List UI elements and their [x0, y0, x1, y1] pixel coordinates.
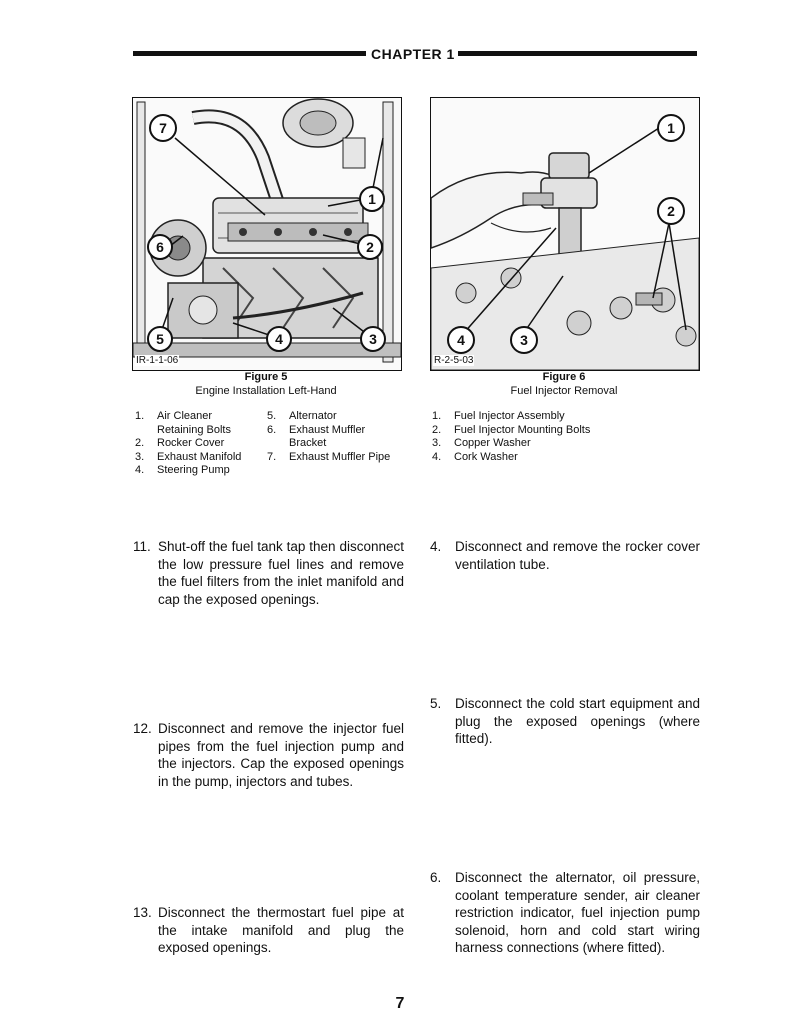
header-rule-right: [458, 51, 697, 56]
step-number: 11.: [133, 539, 151, 554]
figure-6-callout-4: [447, 326, 475, 354]
legend-number: 1.: [135, 410, 145, 422]
legend-text: Rocker Cover: [157, 437, 225, 449]
step-number: 12.: [133, 721, 152, 736]
step-number: 4.: [430, 539, 442, 554]
legend-text: Exhaust Muffler: [289, 423, 366, 436]
step-text: Shut-off the fuel tank tap then disconnect the low pressure fuel lines and remove the fuel filters from the inlet manifold and cap the exposed openings.: [158, 539, 404, 607]
callout-label: 4: [457, 332, 465, 348]
step-4: [430, 538, 700, 574]
callout-label: 5: [156, 331, 164, 347]
figure-6-number: Figure 6: [542, 371, 586, 383]
legend-text: Air Cleaner: [157, 410, 213, 422]
legend-text: Alternator: [289, 410, 337, 422]
figure-5-callout-5: [147, 326, 173, 352]
legend-text: Fuel Injector Mounting Bolts: [454, 423, 591, 436]
step-11: [133, 538, 404, 610]
figure-6-title: Fuel Injector Removal: [510, 385, 618, 397]
legend-text: Fuel Injector Assembly: [454, 410, 565, 422]
figure-5-callout-6: [147, 234, 173, 260]
callout-label: 3: [369, 331, 377, 347]
figure-5-callout-7: [149, 114, 177, 142]
legend-number: 4.: [432, 450, 442, 463]
figure-6-callout-1: [657, 114, 685, 142]
figure-5-ref: IR-1-1-06: [136, 355, 179, 366]
page-number: 7: [395, 995, 405, 1012]
step-6: [430, 869, 700, 959]
figure-5-callout-3: [360, 326, 386, 352]
legend-text: Exhaust Manifold: [157, 450, 242, 463]
figure-5-callout-2: [357, 234, 383, 260]
figure-5-caption: [132, 370, 400, 398]
step-12: [133, 720, 404, 792]
legend-text: Retaining Bolts: [157, 423, 231, 436]
figure-5-legend: [135, 410, 405, 480]
legend-number: 4.: [135, 464, 145, 476]
legend-text: Bracket: [289, 437, 327, 449]
step-number: 5.: [430, 696, 442, 711]
figure-6-image: [430, 97, 700, 371]
legend-number: 3.: [135, 450, 145, 463]
callout-label: 6: [156, 239, 164, 255]
figure-5-callout-1: [359, 186, 385, 212]
engine-illustration: [133, 98, 401, 370]
legend-number: 5.: [267, 410, 277, 422]
legend-text: Copper Washer: [454, 437, 531, 449]
callout-label: 4: [275, 331, 283, 347]
legend-number: 7.: [267, 450, 277, 463]
callout-label: 7: [159, 120, 167, 136]
legend-text: Cork Washer: [454, 450, 518, 463]
figure-5-title: Engine Installation Left-Hand: [195, 385, 337, 397]
callout-label: 1: [667, 120, 675, 136]
figure-5-callout-4: [266, 326, 292, 352]
figure-6-ref: R-2-5-03: [434, 355, 474, 366]
step-text: Disconnect and remove the rocker cover ventilation tube.: [455, 539, 700, 572]
header-rule-left: [133, 51, 366, 56]
step-number: 6.: [430, 870, 442, 885]
injector-illustration: [431, 98, 699, 370]
callout-label: 2: [366, 239, 374, 255]
legend-number: 2.: [432, 423, 442, 436]
figure-6-caption: [430, 370, 698, 398]
step-text: Disconnect the cold start equipment and plug the exposed openings (where fitted).: [455, 696, 700, 746]
chapter-header: [133, 46, 697, 62]
legend-number: 6.: [267, 423, 277, 436]
step-text: Disconnect and remove the injector fuel pipes from the fuel injection pump and the injectors. Cap the exposed openings in the pump, injectors and tubes.: [158, 721, 404, 789]
legend-text: Steering Pump: [157, 464, 230, 476]
chapter-title: CHAPTER 1: [371, 46, 455, 62]
callout-label: 2: [667, 203, 675, 219]
legend-number: 3.: [432, 437, 442, 449]
legend-number: 1.: [432, 410, 442, 422]
step-13: [133, 904, 404, 958]
callout-label: 1: [368, 191, 376, 207]
step-text: Disconnect the thermostart fuel pipe at the intake manifold and plug the exposed openings.: [158, 905, 404, 955]
callout-label: 3: [520, 332, 528, 348]
figure-6-callout-2: [657, 197, 685, 225]
legend-number: 2.: [135, 437, 145, 449]
figure-6-legend: [432, 410, 702, 470]
figure-5-number: Figure 5: [244, 371, 288, 383]
figure-5-image: [132, 97, 402, 371]
step-number: 13.: [133, 905, 152, 920]
step-5: [430, 695, 700, 749]
step-text: Disconnect the alternator, oil pressure, coolant temperature sender, air cleaner restriction indicator, fuel injection pump solenoid, horn and cold start wiring harness connections (where fitted).: [455, 870, 700, 955]
legend-text: Exhaust Muffler Pipe: [289, 450, 391, 463]
figure-6-callout-3: [510, 326, 538, 354]
